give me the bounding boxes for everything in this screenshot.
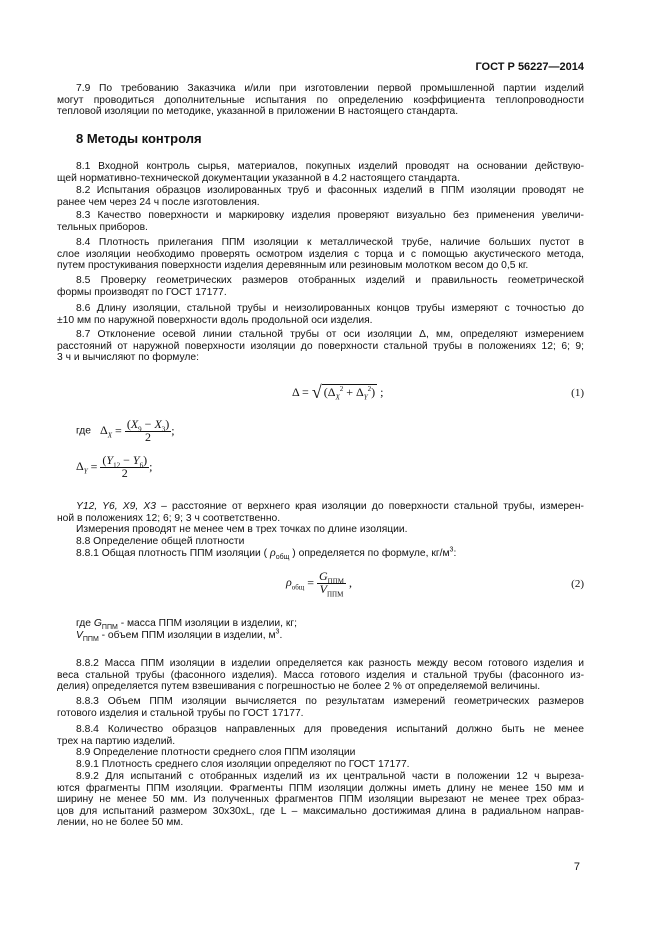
- sub: общ: [291, 583, 305, 592]
- text: - объем ППМ изоляции в изделии, м: [98, 629, 276, 641]
- delta: Δ: [100, 423, 108, 438]
- text-line: тепловой изоляции по методике, указанной в приложении В настоящего стандарта.: [57, 106, 459, 117]
- text-line: ширину не менее 50 мм. Из полученных фрагментов ППМ изоляции вырезают не менее трех образ-: [57, 794, 584, 805]
- denominator: 2: [125, 431, 171, 444]
- var: G: [319, 569, 328, 583]
- sub: ППМ: [82, 635, 99, 643]
- dy-lhs: [76, 459, 88, 476]
- paragraph-8-8-4: [57, 724, 584, 770]
- equals: =: [115, 423, 122, 438]
- text-line: формы производят по ГОСТ 17177.: [57, 286, 227, 298]
- text-line: 8.2 Испытания образцов изолированных труб и фасонных изделий в ППМ изоляции проводят не: [76, 185, 584, 196]
- text-line: 7.9 По требованию Заказчика и/или при изготовлении первой промышленной партии изделий: [76, 83, 584, 94]
- text-line: расстояний от наружной поверхности изоляции до поверхности стальной трубы в положениях 12; 6; 9;: [57, 340, 584, 352]
- var: X: [154, 417, 162, 431]
- equals: =: [307, 575, 314, 590]
- sub: 6: [139, 461, 144, 470]
- var: V: [76, 629, 83, 641]
- text-line: готового изделия и стальной трубы по ГОСТ 17177.: [57, 707, 304, 719]
- rho-lhs: [286, 575, 305, 592]
- plus-sign: +: [346, 385, 353, 399]
- where-delta-x: [76, 419, 175, 443]
- sup: 3: [449, 546, 454, 554]
- formula-number-2: (2): [571, 578, 584, 590]
- var: Y: [106, 453, 114, 467]
- variable-list: Y12, Y6, X9, X3: [76, 501, 156, 512]
- paren: (: [126, 417, 131, 431]
- sup-2: 2: [367, 385, 372, 393]
- text: 8.8.1 Общая плотность ППМ изоляции (: [76, 548, 268, 559]
- text-line: ются фрагменты ППМ изоляции. Фрагменты ППМ изоляции должны иметь длину не менее 150 мм и: [57, 782, 584, 794]
- delta-x: Δ: [327, 385, 336, 399]
- text-line: [57, 630, 584, 642]
- text-line: веса стальной трубы (фасонного изделия). Масса готового изделия и стальной трубы (фасонного из-: [57, 669, 584, 681]
- var: G: [93, 618, 102, 629]
- minus: −: [123, 453, 130, 467]
- sub: 12: [113, 461, 121, 470]
- sub: ППМ: [327, 589, 344, 598]
- paragraph-8-4: [57, 237, 584, 272]
- var: X: [130, 417, 139, 431]
- text-line: 8.8.2 Масса ППМ изоляции в изделии определяется как разность между весом готового изделия и: [76, 658, 584, 669]
- tail: ;: [149, 459, 153, 474]
- colon: :: [453, 548, 457, 559]
- sup: 3: [275, 628, 280, 636]
- sub: 9: [138, 425, 142, 434]
- formula-tail: ;: [380, 385, 384, 399]
- paragraph-8-9-2: [57, 771, 584, 829]
- text-line: тельных приборов.: [57, 221, 148, 233]
- var: Y: [132, 453, 140, 467]
- paragraph-8-8-3: [57, 696, 584, 719]
- text-line: 3 ч и вычисляют по формуле:: [57, 352, 200, 363]
- rho: ρ: [286, 575, 292, 590]
- text-line: могут проводиться дополнительные испытания по определению коэффициента теплопроводности: [57, 94, 584, 106]
- definition-text: – расстояние от верхнего края изоляции до поверхности стальной трубы, измерен-: [156, 501, 584, 512]
- text-line: ±10 мм по наружной поверхности вдоль продольной оси изделия.: [57, 314, 373, 326]
- paren: (: [102, 453, 107, 467]
- paragraph-8-6: [57, 303, 584, 326]
- paragraph-8-5: [57, 275, 584, 298]
- equals: =: [90, 459, 98, 474]
- document-header: ГОСТ Р 56227—2014: [475, 61, 584, 73]
- text-line: 8.1 Входной контроль сырья, материалов, покупных изделий проводят на основании действую-: [76, 161, 584, 172]
- where-label: где: [76, 425, 92, 437]
- text-line: Измерения проводят не менее чем в трех точках по длине изоляции.: [76, 524, 408, 535]
- sub: ППМ: [101, 624, 118, 632]
- g-v-definitions: [57, 618, 584, 641]
- rho: ρ: [269, 545, 276, 559]
- paragraph-7-9: [57, 83, 584, 118]
- sub-y: Y: [363, 393, 368, 402]
- delta: Δ: [76, 459, 84, 474]
- text-line: 8.8.3 Объем ППМ изоляции вычисляется по результатам измерений геометрических размеров: [76, 696, 584, 707]
- text-line: делия) определяется путем взвешивания с погрешностью не более 2 % от определяемой величины.: [57, 681, 541, 692]
- dy-fraction: [100, 455, 149, 479]
- denominator: 2: [100, 467, 149, 480]
- paren: ): [143, 453, 148, 467]
- tail: ;: [171, 423, 175, 438]
- sqrt-sign: √: [311, 382, 322, 402]
- sub: 3: [161, 425, 166, 434]
- text-line: слое изоляции необходимо проверять осмотром изделия с торца и с помощью акустического метода,: [57, 248, 584, 260]
- text-line: 8.8.4 Количество образцов направленных для проведения испытаний должно быть не менее: [76, 724, 584, 735]
- paragraph-8-2: [57, 185, 584, 208]
- where-label: где: [76, 618, 92, 629]
- text-line: трех на партию изделий.: [57, 735, 176, 747]
- variable-definitions: [57, 501, 584, 560]
- text: - масса ППМ изоляции в изделии, кг;: [117, 618, 297, 629]
- density-fraction: [317, 569, 346, 598]
- text-line: щей нормативно-технической документации указанной в 4.2 настоящего стандарта.: [57, 172, 460, 184]
- page-number: 7: [573, 861, 580, 873]
- dx-lhs: [100, 423, 113, 440]
- sub: общ: [275, 554, 290, 562]
- denominator: [317, 583, 346, 596]
- sub: ППМ: [327, 577, 345, 586]
- subsection-8-9: 8.9 Определение плотности среднего слоя ППМ изоляции: [76, 747, 356, 758]
- subsection-8-8: 8.8 Определение общей плотности: [76, 535, 245, 547]
- text-line: 8.9.2 Для испытаний с отобранных изделий из их центральной части в положении 12 ч выреза-: [76, 771, 584, 782]
- sub: Y: [83, 467, 88, 476]
- delta-y: Δ: [356, 385, 364, 399]
- text-line: путем простукивания поверхности изделия деревянным или резиновым молотком весом до 0,5 кг.: [57, 260, 529, 271]
- formula-number-1: (1): [571, 387, 584, 399]
- paragraph-8-1: [57, 161, 584, 184]
- text-line: цов для испытаний размером 30х30хL, где L – максимально достижимая длина в радиальном направ-: [57, 805, 584, 817]
- text-line: ранее чем через 24 ч после изготовления.: [57, 196, 260, 208]
- text-line: 8.3 Качество поверхности и маркировку изделия проверяют визуально без применения увеличи-: [76, 210, 584, 221]
- text-line: [57, 547, 584, 560]
- text-line: 8.4 Плотность прилегания ППМ изоляции к металлической трубе, наличие больших пустот в: [76, 237, 584, 248]
- text-line: 8.6 Длину изоляции, стальной трубы и неизолированных концов трубы измеряют с точностью до: [76, 303, 584, 314]
- var: V: [319, 581, 327, 596]
- text-line: лении, но не более 50 мм.: [57, 817, 184, 828]
- paragraph-8-8-2: [57, 658, 584, 693]
- dx-fraction: [125, 419, 171, 443]
- sub: X: [107, 431, 113, 440]
- section-heading: 8 Методы контроля: [76, 131, 202, 146]
- paragraph-8-3: [57, 210, 584, 233]
- tail: ,: [349, 575, 353, 590]
- text-line: [57, 618, 584, 630]
- text-line: [57, 501, 584, 513]
- text-line: ной в положениях 12; 6; 9; 3 ч соответственно.: [57, 512, 281, 524]
- paragraph-8-9-1: 8.9.1 Плотность среднего слоя изоляции определяют по ГОСТ 17177.: [76, 758, 410, 770]
- formula-2: [286, 569, 353, 598]
- paragraph-8-7: [57, 329, 584, 364]
- numerator: [125, 417, 171, 434]
- text-line: 8.7 Отклонение осевой линии стальной трубы от оси изоляции Δ, мм, определяют измерением: [76, 329, 584, 340]
- text-line: 8.5 Проверку геометрических размеров отобранных изделий и правильность геометрической: [76, 275, 584, 286]
- text: ) определяется по формуле, кг/м: [292, 548, 450, 559]
- numerator: [100, 453, 149, 470]
- sub-x: X: [335, 393, 340, 402]
- formula-lhs: Δ =: [292, 385, 309, 399]
- radicand: $(\Delta_X^2 + \Delta_Y^2)$: [323, 385, 376, 402]
- formula-1: [292, 382, 384, 402]
- paren: ): [165, 417, 170, 431]
- minus: −: [144, 417, 152, 431]
- where-delta-y: [76, 455, 152, 479]
- end: .: [279, 629, 283, 641]
- sup-2: 2: [339, 385, 344, 393]
